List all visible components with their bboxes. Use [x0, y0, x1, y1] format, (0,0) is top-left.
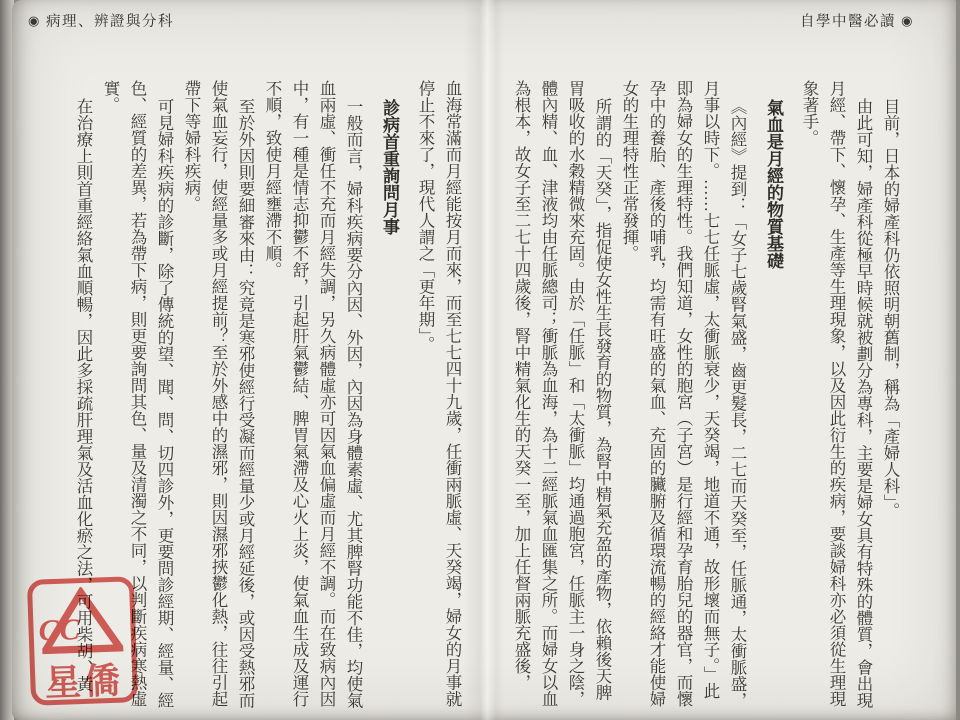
paragraph: 一般而言，婦科疾病要分內因、外因，內因為身體素虛、尤其脾腎功能不佳，均使氣血兩虛、衝任不充而月經失調，另久病體虛亦可因氣血偏虛而月經不調。而在致病內因中，有一種是情志抑鬱不舒，引起肝氣鬱結、脾胃氣滯及心火上炎，使氣血生成及運行不順，致使月經壅滯不順。: [263, 80, 363, 709]
paragraph: 至於外因則要細審來由：究竟是寒邪使經行受凝而經量少或月經延後，或因受熱邪而使氣血妄行，使經量多或月經提前？至於外感中的濕邪，則因濕邪挾鬱化熱，往往引起帶下等婦科疾病。: [182, 80, 255, 709]
stamp-cc-label: CC: [38, 613, 82, 648]
paragraph: 目前，日本的婦產科仍依照明朝舊制，稱為「產婦人科」。: [881, 98, 900, 519]
paragraph-continuation: 血海常滿而月經能按月而來，而至七七四十九歲，任衝兩脈虛、天癸竭，婦女的月事就停止不來了，現代人謂之「更年期」。: [416, 80, 462, 707]
bullseye-icon: ◉: [28, 13, 41, 28]
right-page-text: [502, 80, 904, 714]
open-book-spread: [12, 0, 956, 720]
bullseye-icon: ◉: [901, 13, 914, 28]
paragraph: 《內經》提到：「女子七歲腎氣盛，齒更髮長，二七而天癸至，任脈通，太衝脈盛，月事以時下。……七七任脈虛，太衝脈衰少，天癸竭，地道不通，故形壞而無子。」此即為婦女的生理特性。我們知道，女性的胞宮（子宮）是行經和孕育胎兒的器官，而懷孕中的養胎、產後的哺乳，均需有旺盛的氣血、充固的臟腑及循環流暢的經絡才能使婦女的生理特性正常發揮。: [620, 80, 747, 709]
paragraph: 由此可知，婦產科從極早時候就被劃分為專科，主要是婦女具有特殊的體質，會出現月經、帶下、懷孕、生產等生理現象，以及因此衍生的疾病，要談婦科亦必須從生理現象著手。: [800, 80, 873, 709]
publisher-stamp: [27, 576, 138, 706]
left-running-header: [28, 10, 174, 31]
paragraph: 在治療上則首重經絡氣血順暢，因此多採疏肝理氣及活血化瘀之法，可用柴胡、黃: [74, 98, 93, 693]
section-heading: 氣血是月經的物質基礎: [764, 98, 783, 269]
right-header-title: 自學中醫必讀: [800, 14, 897, 30]
paragraph: 可見婦科疾病的診斷，除了傳統的望、聞、問、切四診外，更要問診經期、經量、經色、經質的差異，若為帶下病，則更要詢問其色、量及清濁之不同，以判斷疾病寒熱虛實。: [101, 80, 174, 709]
section-heading: 診病首重詢問月事: [380, 98, 399, 235]
right-running-header: [800, 10, 914, 31]
right-page: [484, 0, 956, 720]
paragraph: 所謂的「天癸」，指促使女性生長發育的物質，為腎中精氣充盈的產物，依賴後天脾胃吸收的水穀精微來充固。由於「任脈」和「太衝脈」均通過胞宮，任脈主一身之陰，體內精、血、津液均由任脈總司；衝脈為血海，為十二經脈氣血匯集之所。而婦女以血為根本，故女子至二七十四歲後，腎中精氣化生的天癸一至，加上任督兩脈充盛後，: [512, 80, 612, 707]
left-header-title: 病理、辨證與分科: [45, 14, 174, 30]
stamp-name: 星僑: [44, 660, 124, 704]
